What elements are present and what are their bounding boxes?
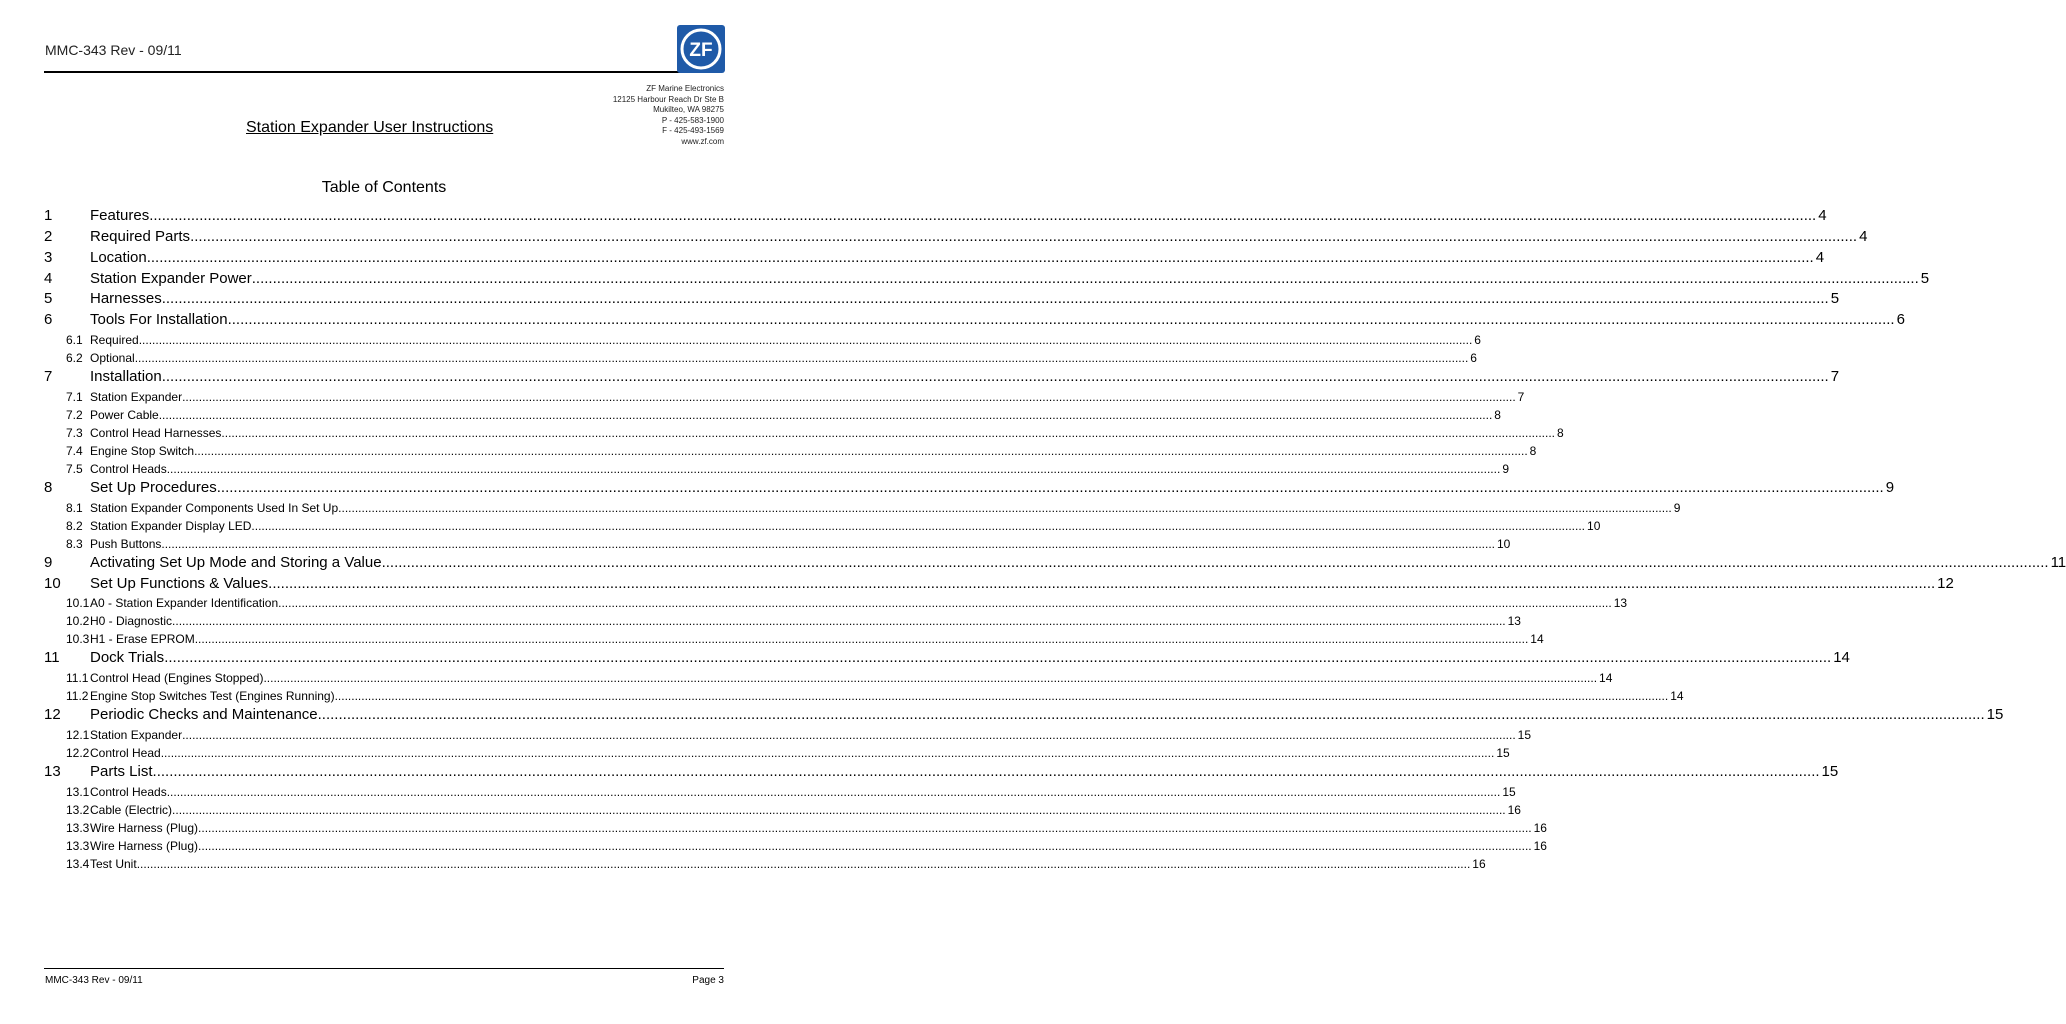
toc-entry-page: 6: [1474, 333, 1481, 348]
toc-entry[interactable]: [44, 269, 1930, 290]
toc-entry-title: H0 - Diagnostic: [90, 614, 173, 629]
header-doc-code: MMC-343 Rev - 09/11: [45, 42, 182, 58]
toc-subentry[interactable]: [44, 331, 1481, 349]
document-title: Station Expander User Instructions: [246, 119, 494, 136]
toc-entry-page: 15: [1496, 746, 1510, 761]
toc-entry-title: Control Head (Engines Stopped): [90, 671, 264, 686]
toc-entry-title: Push Buttons: [90, 536, 162, 551]
toc-entry-page: 8: [1557, 425, 1564, 440]
toc-entry-page: 4: [1815, 248, 1825, 266]
toc-dot-leader: ................................................................................................................................................................................................................................................................................................................................................................................................................: [381, 553, 2049, 571]
toc-subentry[interactable]: [44, 460, 1509, 478]
toc-entry-title: Features: [90, 207, 150, 224]
toc-subentry[interactable]: [44, 406, 1501, 424]
toc-entry-page: 16: [1472, 856, 1486, 871]
toc-entry-number: 8.1: [66, 500, 83, 515]
toc-dot-leader: ................................................................................................................................................................................................................................................................................................................................................................................................................: [161, 368, 1829, 386]
toc-entry-title: Control Heads: [90, 784, 167, 799]
toc-dot-leader: ................................................................................................................................................................................................................................................................................................................................................................................................................: [251, 269, 1919, 287]
zf-logo-icon: [679, 27, 723, 71]
toc-dot-leader: ................................................................................................................................................................................................................................................................................................................................................................................................................: [194, 632, 1529, 647]
toc-entry-title: Harnesses: [90, 290, 162, 308]
toc-entry-page: 8: [1529, 443, 1537, 458]
toc-entry-page: 16: [1507, 802, 1521, 817]
toc-entry-title: Optional: [90, 351, 135, 366]
toc-entry[interactable]: [44, 648, 1850, 669]
toc-entry-number: 11.1: [66, 671, 89, 686]
address-line: Mukilteo, WA 98275: [653, 105, 724, 114]
toc-dot-leader: ................................................................................................................................................................................................................................................................................................................................................................................................................: [194, 443, 1528, 458]
toc-entry-number: 13.3: [66, 820, 90, 835]
toc-dot-leader: ................................................................................................................................................................................................................................................................................................................................................................................................................: [251, 518, 1586, 533]
toc-entry[interactable]: [44, 367, 1840, 388]
toc-dot-leader: ................................................................................................................................................................................................................................................................................................................................................................................................................: [160, 746, 1495, 761]
toc-entry-number: 9: [44, 553, 53, 571]
toc-entry-title: Wire Harness (Plug): [90, 838, 199, 853]
toc-entry-page: 10: [1496, 536, 1511, 551]
table-of-contents: [44, 206, 2066, 873]
logo-text: ZF: [689, 40, 713, 61]
toc-entry-title: Wire Harness (Plug): [90, 820, 199, 835]
toc-dot-leader: ................................................................................................................................................................................................................................................................................................................................................................................................................: [138, 333, 1473, 348]
toc-dot-leader: ................................................................................................................................................................................................................................................................................................................................................................................................................: [172, 802, 1506, 817]
toc-entry-number: 13.4: [66, 856, 90, 871]
toc-entry-title: Station Expander: [90, 728, 183, 743]
toc-dot-leader: ................................................................................................................................................................................................................................................................................................................................................................................................................: [338, 500, 1672, 515]
toc-entry[interactable]: [44, 762, 1839, 783]
toc-subentry[interactable]: [44, 535, 1511, 553]
toc-entry-title: Station Expander Display LED: [90, 518, 252, 533]
toc-entry-number: 7.4: [66, 443, 83, 458]
toc-entry-title: Set Up Functions & Values: [90, 574, 269, 592]
toc-entry-title: A0 - Station Expander Identification: [90, 596, 279, 611]
toc-entry-title: Power Cable: [90, 407, 159, 422]
toc-subentry[interactable]: [44, 855, 1486, 873]
toc-entry-title: Control Head: [90, 746, 161, 761]
toc-entry[interactable]: [44, 478, 1895, 499]
toc-entry-page: 16: [1533, 838, 1547, 853]
toc-entry-number: 8.2: [66, 518, 83, 533]
toc-subentry[interactable]: [44, 612, 1521, 630]
toc-dot-leader: ................................................................................................................................................................................................................................................................................................................................................................................................................: [172, 614, 1506, 629]
toc-entry-page: 13: [1507, 614, 1521, 629]
toc-entry-page: 7: [1830, 368, 1840, 386]
toc-entry-page: 15: [1502, 784, 1516, 799]
toc-dot-leader: ................................................................................................................................................................................................................................................................................................................................................................................................................: [166, 461, 1501, 476]
toc-subentry[interactable]: [44, 388, 1525, 406]
toc-entry-number: 7.1: [66, 389, 83, 404]
toc-subentry[interactable]: [44, 669, 1613, 687]
toc-dot-leader: ................................................................................................................................................................................................................................................................................................................................................................................................................: [161, 536, 1495, 551]
toc-dot-leader: ................................................................................................................................................................................................................................................................................................................................................................................................................: [216, 478, 1884, 496]
toc-entry-number: 7: [44, 368, 53, 386]
toc-entry-page: 4: [1859, 227, 1868, 245]
address-line: ZF Marine Electronics: [646, 84, 724, 93]
toc-subentry[interactable]: [44, 517, 1601, 535]
toc-entry-page: 14: [1670, 689, 1684, 704]
toc-entry-page: 10: [1587, 518, 1601, 533]
toc-entry-title: Station Expander: [90, 389, 183, 404]
toc-entry-number: 1: [44, 207, 53, 224]
toc-entry-number: 2: [44, 227, 53, 245]
toc-entry-number: 12.2: [66, 746, 90, 761]
toc-entry-number: 13.2: [66, 802, 90, 817]
toc-entry-page: 14: [1530, 632, 1544, 647]
toc-entry-page: 5: [1830, 290, 1840, 308]
toc-entry-number: 13: [44, 763, 61, 781]
toc-subentry[interactable]: [44, 687, 1684, 705]
toc-entry-page: 9: [1673, 500, 1681, 515]
toc-heading: Table of Contents: [321, 179, 447, 196]
toc-entry-number: 6.1: [66, 333, 83, 348]
toc-entry-title: Control Head Harnesses: [90, 425, 222, 440]
toc-entry[interactable]: [44, 289, 1840, 310]
toc-entry-title: Installation: [90, 368, 162, 386]
toc-dot-leader: ................................................................................................................................................................................................................................................................................................................................................................................................................: [190, 227, 1858, 245]
toc-entry-page: 9: [1502, 461, 1509, 476]
toc-entry[interactable]: [44, 553, 2066, 574]
address-line: www.zf.com: [681, 136, 724, 146]
toc-entry-number: 11.2: [66, 689, 89, 704]
toc-dot-leader: ................................................................................................................................................................................................................................................................................................................................................................................................................: [221, 425, 1555, 440]
toc-entry-page: 8: [1494, 407, 1501, 422]
toc-entry-page: 15: [1821, 763, 1839, 781]
toc-dot-leader: ................................................................................................................................................................................................................................................................................................................................................................................................................: [334, 689, 1669, 704]
toc-entry-page: 15: [1986, 706, 2004, 724]
toc-entry-number: 4: [44, 269, 53, 287]
address-line: P - 425-583-1900: [661, 115, 724, 125]
toc-entry-page: 12: [1937, 574, 1954, 592]
toc-dot-leader: ................................................................................................................................................................................................................................................................................................................................................................................................................: [198, 838, 1532, 853]
toc-subentry[interactable]: [44, 630, 1544, 648]
toc-entry-number: 7.2: [66, 407, 83, 422]
toc-entry-number: 13.1: [66, 784, 90, 799]
toc-entry-number: 6.2: [66, 351, 83, 366]
toc-entry-page: 11: [2050, 553, 2066, 571]
toc-entry-title: Required: [90, 333, 139, 348]
toc-dot-leader: ................................................................................................................................................................................................................................................................................................................................................................................................................: [263, 671, 1598, 686]
toc-entry-number: 12.1: [66, 728, 90, 743]
toc-entry-title: Cable (Electric): [90, 802, 173, 817]
toc-entry[interactable]: [44, 248, 1825, 269]
toc-entry-title: Required Parts: [90, 227, 191, 245]
company-address: [613, 84, 724, 147]
toc-subentry[interactable]: [44, 594, 1628, 612]
toc-dot-leader: ................................................................................................................................................................................................................................................................................................................................................................................................................: [136, 856, 1471, 871]
toc-entry-page: 16: [1533, 820, 1547, 835]
toc-subentry[interactable]: [44, 801, 1521, 819]
toc-subentry[interactable]: [44, 499, 1681, 517]
toc-dot-leader: ................................................................................................................................................................................................................................................................................................................................................................................................................: [198, 820, 1532, 835]
toc-entry-number: 12: [44, 706, 61, 724]
toc-entry-title: Activating Set Up Mode and Storing a Value: [90, 553, 382, 571]
toc-entry-page: 15: [1517, 728, 1532, 743]
toc-entry-page: 4: [1818, 207, 1827, 224]
toc-entry-number: 6: [44, 311, 53, 329]
toc-entry-title: Location: [90, 248, 147, 266]
toc-subentry[interactable]: [44, 349, 1477, 367]
toc-entry-title: Set Up Procedures: [90, 478, 217, 496]
toc-entry-title: Dock Trials: [90, 649, 165, 667]
toc-entry-number: 5: [44, 290, 53, 308]
toc-entry-title: Test Unit: [90, 856, 137, 871]
toc-entry-number: 8: [44, 478, 53, 496]
toc-entry-number: 8.3: [66, 536, 83, 551]
footer-doc-code: MMC-343 Rev - 09/11: [45, 975, 143, 986]
toc-dot-leader: ................................................................................................................................................................................................................................................................................................................................................................................................................: [134, 351, 1469, 366]
header-divider: [44, 71, 680, 73]
toc-dot-leader: ................................................................................................................................................................................................................................................................................................................................................................................................................: [161, 290, 1829, 308]
toc-entry-page: 7: [1517, 389, 1525, 404]
toc-entry-number: 3: [44, 248, 53, 266]
toc-dot-leader: ................................................................................................................................................................................................................................................................................................................................................................................................................: [317, 706, 1985, 724]
toc-entry-page: 14: [1599, 671, 1613, 686]
footer-divider: [44, 968, 724, 969]
zf-logo: [677, 25, 725, 73]
toc-entry-number: 10.2: [66, 614, 90, 629]
toc-entry-number: 11: [44, 649, 60, 667]
toc-entry[interactable]: [44, 705, 2004, 726]
toc-entry[interactable]: [44, 310, 1905, 331]
toc-entry-title: H1 - Erase EPROM: [90, 632, 195, 647]
toc-entry-number: 7.5: [66, 461, 83, 476]
toc-entry-title: Parts List: [90, 763, 153, 781]
toc-subentry[interactable]: [44, 424, 1564, 442]
toc-entry[interactable]: [44, 574, 1954, 595]
toc-dot-leader: ................................................................................................................................................................................................................................................................................................................................................................................................................: [146, 248, 1814, 266]
toc-dot-leader: ................................................................................................................................................................................................................................................................................................................................................................................................................: [149, 207, 1817, 224]
toc-entry-title: Station Expander Components Used In Set Up: [90, 500, 339, 515]
toc-entry-number: 13.3: [66, 838, 90, 853]
toc-entry-title: Periodic Checks and Maintenance: [90, 706, 318, 724]
toc-dot-leader: ................................................................................................................................................................................................................................................................................................................................................................................................................: [152, 763, 1820, 781]
toc-entry[interactable]: [44, 227, 1868, 248]
toc-subentry[interactable]: [44, 442, 1537, 460]
toc-entry-number: 10: [44, 574, 61, 592]
toc-dot-leader: ................................................................................................................................................................................................................................................................................................................................................................................................................: [166, 784, 1501, 799]
toc-entry-page: 5: [1920, 269, 1930, 287]
toc-subentry[interactable]: [44, 783, 1516, 801]
toc-entry-title: Tools For Installation: [90, 311, 228, 329]
toc-entry-number: 7.3: [66, 425, 83, 440]
toc-entry-title: Engine Stop Switches Test (Engines Running): [90, 689, 335, 704]
toc-dot-leader: ................................................................................................................................................................................................................................................................................................................................................................................................................: [182, 728, 1516, 743]
toc-dot-leader: ................................................................................................................................................................................................................................................................................................................................................................................................................: [182, 389, 1516, 404]
toc-entry-page: 9: [1885, 478, 1895, 496]
toc-subentry[interactable]: [44, 726, 1532, 744]
toc-dot-leader: ................................................................................................................................................................................................................................................................................................................................................................................................................: [158, 407, 1493, 422]
toc-subentry[interactable]: [44, 819, 1547, 837]
toc-entry-number: 10.1: [66, 596, 90, 611]
toc-entry-page: 13: [1613, 596, 1628, 611]
toc-subentry[interactable]: [44, 837, 1547, 855]
toc-subentry[interactable]: [44, 744, 1510, 762]
toc-dot-leader: ................................................................................................................................................................................................................................................................................................................................................................................................................: [268, 574, 1936, 592]
toc-entry-title: Station Expander Power: [90, 269, 252, 287]
footer-page-number: Page 3: [692, 975, 724, 986]
address-line: F - 425-493-1569: [662, 126, 724, 135]
address-line: 12125 Harbour Reach Dr Ste B: [612, 94, 724, 104]
toc-entry-page: 14: [1833, 649, 1850, 667]
toc-entry-number: 10.3: [66, 632, 90, 647]
toc-entry-title: Control Heads: [90, 461, 167, 476]
toc-dot-leader: ................................................................................................................................................................................................................................................................................................................................................................................................................: [227, 311, 1895, 329]
toc-entry-page: 6: [1896, 311, 1905, 329]
toc-entry-page: 6: [1470, 351, 1477, 366]
toc-entry[interactable]: [44, 206, 1827, 227]
toc-dot-leader: ................................................................................................................................................................................................................................................................................................................................................................................................................: [164, 649, 1832, 667]
toc-entry-title: Engine Stop Switch: [90, 443, 195, 458]
toc-dot-leader: ................................................................................................................................................................................................................................................................................................................................................................................................................: [278, 596, 1612, 611]
